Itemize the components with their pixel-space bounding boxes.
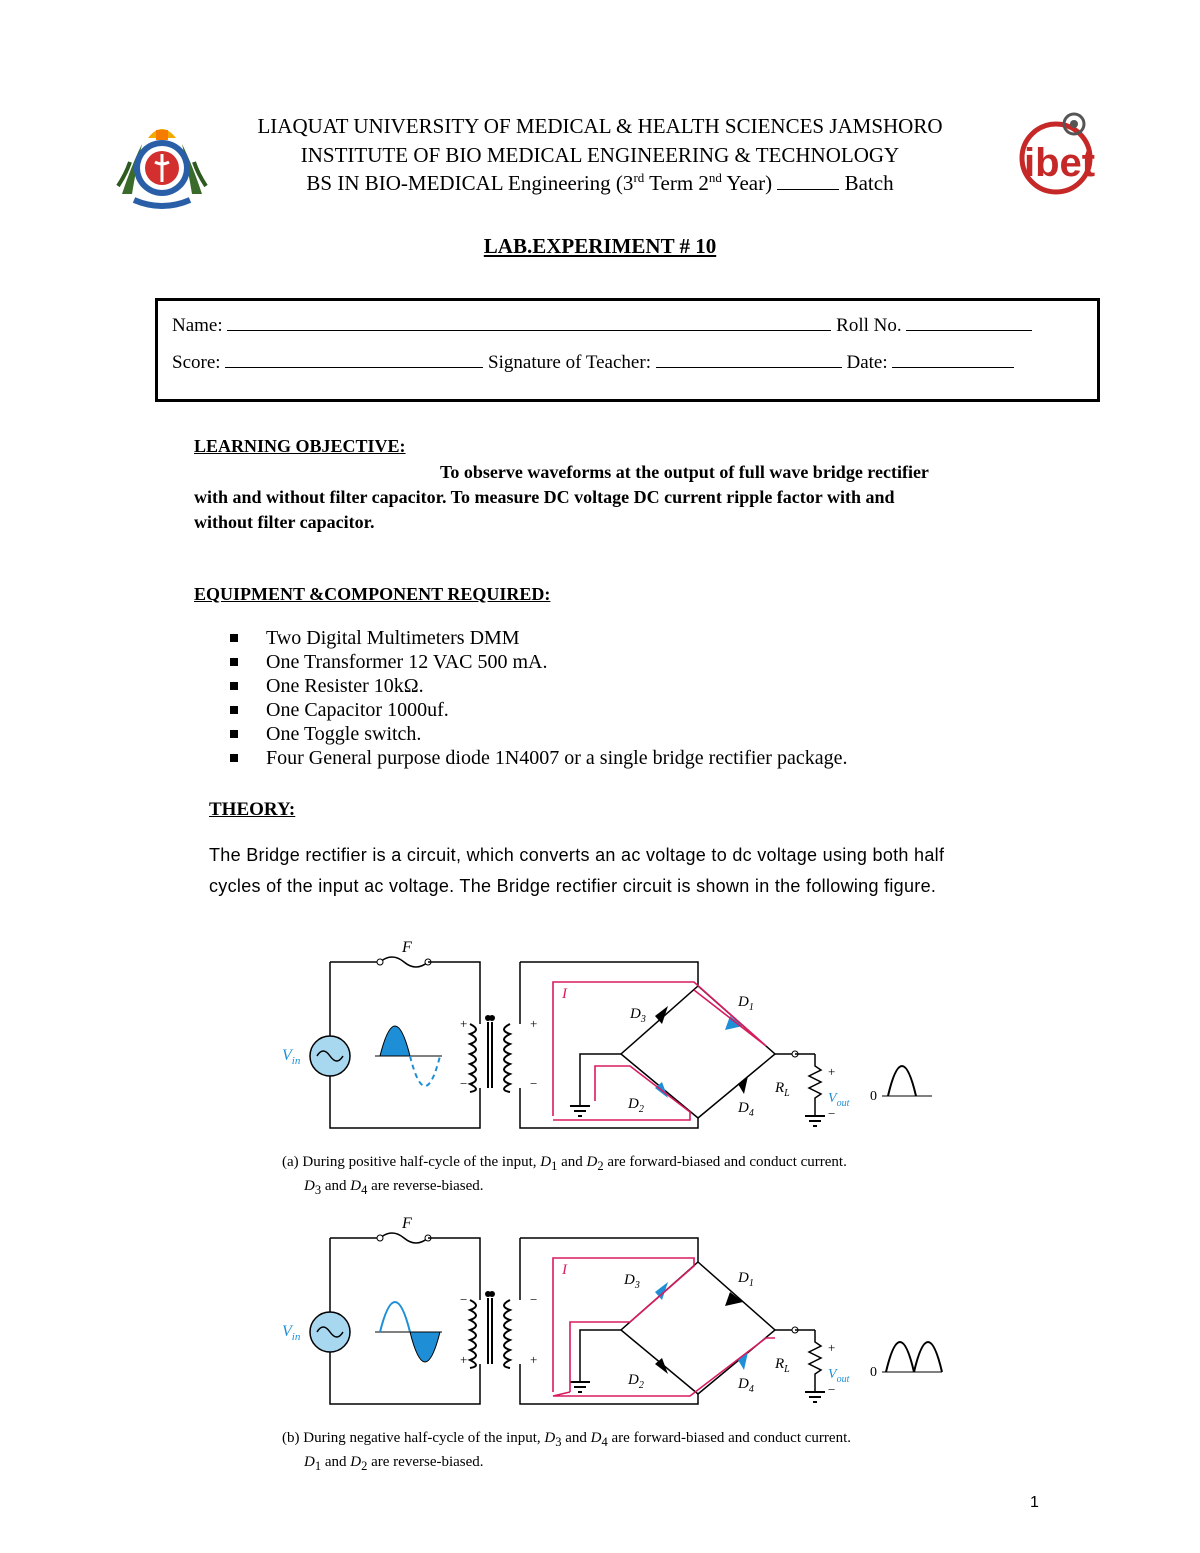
caption-b-text-2: are reverse-biased. (367, 1454, 484, 1470)
caption-a-line2 (282, 1176, 847, 1200)
list-item (230, 650, 847, 674)
equipment-item-text: One Capacitor 1000uf. (266, 699, 449, 721)
equipment-item-text: One Toggle switch. (266, 723, 422, 745)
caption-a-and2: and (321, 1178, 351, 1194)
caption-a-d2: D (586, 1154, 598, 1170)
equipment-heading: EQUIPMENT &COMPONENT REQUIRED: (194, 584, 551, 604)
roll-field[interactable] (906, 312, 1032, 331)
institute-name: INSTITUTE OF BIO MEDICAL ENGINEERING & TECHNOLOGY (300, 143, 900, 167)
date-field[interactable] (892, 349, 1014, 368)
caption-a-and: and (557, 1154, 587, 1170)
minus-label: − (460, 1076, 468, 1091)
diode-d4-icon (738, 1076, 748, 1094)
caption-a-d4: D (350, 1178, 362, 1194)
caption-b-text: (b) During negative half-cycle of the input, (282, 1430, 545, 1446)
caption-a (282, 1152, 847, 1200)
theory-heading: THEORY: (209, 799, 296, 820)
equipment-item-text: Two Digital Multimeters DMM (266, 627, 520, 649)
bullet-icon (230, 634, 238, 642)
caption-a-d4-sub: 4 (361, 1183, 368, 1197)
list-item (230, 698, 847, 722)
learning-objective-heading (194, 436, 406, 457)
fuse-label: F (402, 939, 412, 956)
rl-label: $R_L$ (775, 1356, 790, 1375)
ibet-logo-text: ibet (1024, 141, 1096, 185)
plus-label: + (828, 1064, 836, 1079)
d1-label: $D_1$ (738, 1270, 754, 1289)
circuit-figure-b (270, 1212, 950, 1422)
student-info-box (155, 298, 1100, 402)
plus-label: + (530, 1016, 538, 1031)
signature-field[interactable] (656, 349, 842, 368)
caption-b-line1 (282, 1428, 851, 1452)
bullet-icon (230, 730, 238, 738)
experiment-title: LAB.EXPERIMENT # 10 (483, 234, 717, 258)
caption-b-d1: D (304, 1454, 315, 1470)
info-row-2 (172, 349, 1014, 374)
caption-a-line1 (282, 1152, 847, 1176)
roll-label: Roll No. (836, 315, 902, 336)
fuse-label: F (402, 1215, 412, 1232)
caption-b (282, 1428, 851, 1476)
learning-objective-line3: without filter capacitor. (194, 512, 375, 532)
program-term: Term 2 (644, 171, 709, 195)
d3-label: $D_3$ (630, 1006, 646, 1025)
d2-label: $D_2$ (628, 1096, 644, 1115)
caption-b-d3: D (544, 1430, 556, 1446)
d3-label: $D_3$ (624, 1272, 640, 1291)
plus-label: + (828, 1340, 836, 1355)
caption-b-d1-sub: 1 (314, 1459, 322, 1473)
caption-b-line2 (282, 1452, 851, 1476)
d4-label: $D_4$ (738, 1100, 754, 1119)
d1-label: $D_1$ (738, 994, 754, 1013)
plus-label: + (460, 1016, 468, 1031)
equipment-item-text: Four General purpose diode 1N4007 or a single bridge rectifier package. (266, 747, 848, 769)
minus-label: − (828, 1382, 836, 1397)
plus-label: + (460, 1352, 468, 1367)
caption-a-text-end: are forward-biased and conduct current. (603, 1154, 847, 1170)
program-year: Year) (721, 171, 773, 195)
program-sup-rd: rd (633, 170, 645, 185)
d2-label: $D_2$ (628, 1372, 644, 1391)
caption-b-d2: D (350, 1454, 362, 1470)
equipment-list (230, 626, 847, 770)
page-number: 1 (1030, 1494, 1039, 1511)
vout-label: $V_{out}$ (828, 1091, 850, 1109)
caption-a-d2-sub: 2 (597, 1159, 604, 1173)
caption-b-d2-sub: 2 (361, 1459, 368, 1473)
theory-line2: cycles of the input ac voltage. The Bridge rectifier circuit is shown in the following figure. (209, 876, 937, 896)
rl-label: $R_L$ (775, 1080, 790, 1099)
date-label: Date: (846, 352, 888, 373)
caption-b-d4: D (590, 1430, 602, 1446)
minus-label: − (530, 1292, 538, 1307)
zero-label: 0 (870, 1365, 877, 1380)
batch-label: Batch (844, 171, 894, 195)
caption-a-d3-sub: 3 (314, 1183, 322, 1197)
bullet-icon (230, 706, 238, 714)
learning-objective-colon: : (399, 436, 406, 456)
learning-objective-line1: To observe waveforms at the output of full wave bridge rectifier (440, 462, 929, 482)
caption-b-text-end: are forward-biased and conduct current. (607, 1430, 851, 1446)
learning-objective-line2: with and without filter capacitor. To measure DC voltage DC current ripple factor with and (194, 487, 895, 507)
caption-a-d3: D (304, 1178, 315, 1194)
caption-a-text: (a) During positive half-cycle of the input, (282, 1154, 541, 1170)
d4-label: $D_4$ (738, 1376, 754, 1395)
minus-label: − (460, 1292, 468, 1307)
minus-label: − (530, 1076, 538, 1091)
name-label: Name: (172, 315, 223, 336)
current-label: I (562, 1262, 567, 1278)
zero-label: 0 (870, 1089, 877, 1104)
list-item (230, 626, 847, 650)
current-label: I (562, 986, 567, 1002)
circuit-figure-a (270, 936, 950, 1146)
caption-a-d1-sub: 1 (551, 1159, 558, 1173)
vout-label: $V_{out}$ (828, 1367, 850, 1385)
equipment-item-text: One Transformer 12 VAC 500 mA. (266, 651, 548, 673)
vin-label: $V_{in}$ (282, 1047, 301, 1067)
info-row-1 (172, 312, 1032, 337)
bullet-icon (230, 658, 238, 666)
caption-b-d3-sub: 3 (555, 1435, 562, 1449)
list-item (230, 722, 847, 746)
learning-objective-heading-text: LEARNING OBJECTIVE (194, 436, 400, 456)
program-line (0, 169, 1200, 197)
caption-b-and2: and (321, 1454, 351, 1470)
batch-blank[interactable] (777, 171, 839, 190)
list-item (230, 746, 847, 770)
plus-label: + (530, 1352, 538, 1367)
program-text: BS IN BIO-MEDICAL Engineering (3 (306, 171, 634, 195)
caption-a-d1: D (540, 1154, 552, 1170)
name-field[interactable] (227, 312, 831, 331)
score-label: Score: (172, 352, 221, 373)
minus-label: − (828, 1106, 836, 1121)
bullet-icon (230, 754, 238, 762)
equipment-item-text: One Resister 10kΩ. (266, 675, 424, 697)
score-field[interactable] (225, 349, 483, 368)
caption-a-text-2: are reverse-biased. (367, 1178, 484, 1194)
university-name: LIAQUAT UNIVERSITY OF MEDICAL & HEALTH SCIENCES JAMSHORO (257, 114, 943, 138)
list-item (230, 674, 847, 698)
caption-b-d4-sub: 4 (601, 1435, 608, 1449)
program-sup-nd: nd (708, 170, 722, 185)
theory-line1: The Bridge rectifier is a circuit, which converts an ac voltage to dc voltage using both half (209, 845, 945, 865)
bullet-icon (230, 682, 238, 690)
caption-b-and: and (561, 1430, 591, 1446)
vin-label: $V_{in}$ (282, 1323, 301, 1343)
signature-label: Signature of Teacher: (488, 352, 651, 373)
